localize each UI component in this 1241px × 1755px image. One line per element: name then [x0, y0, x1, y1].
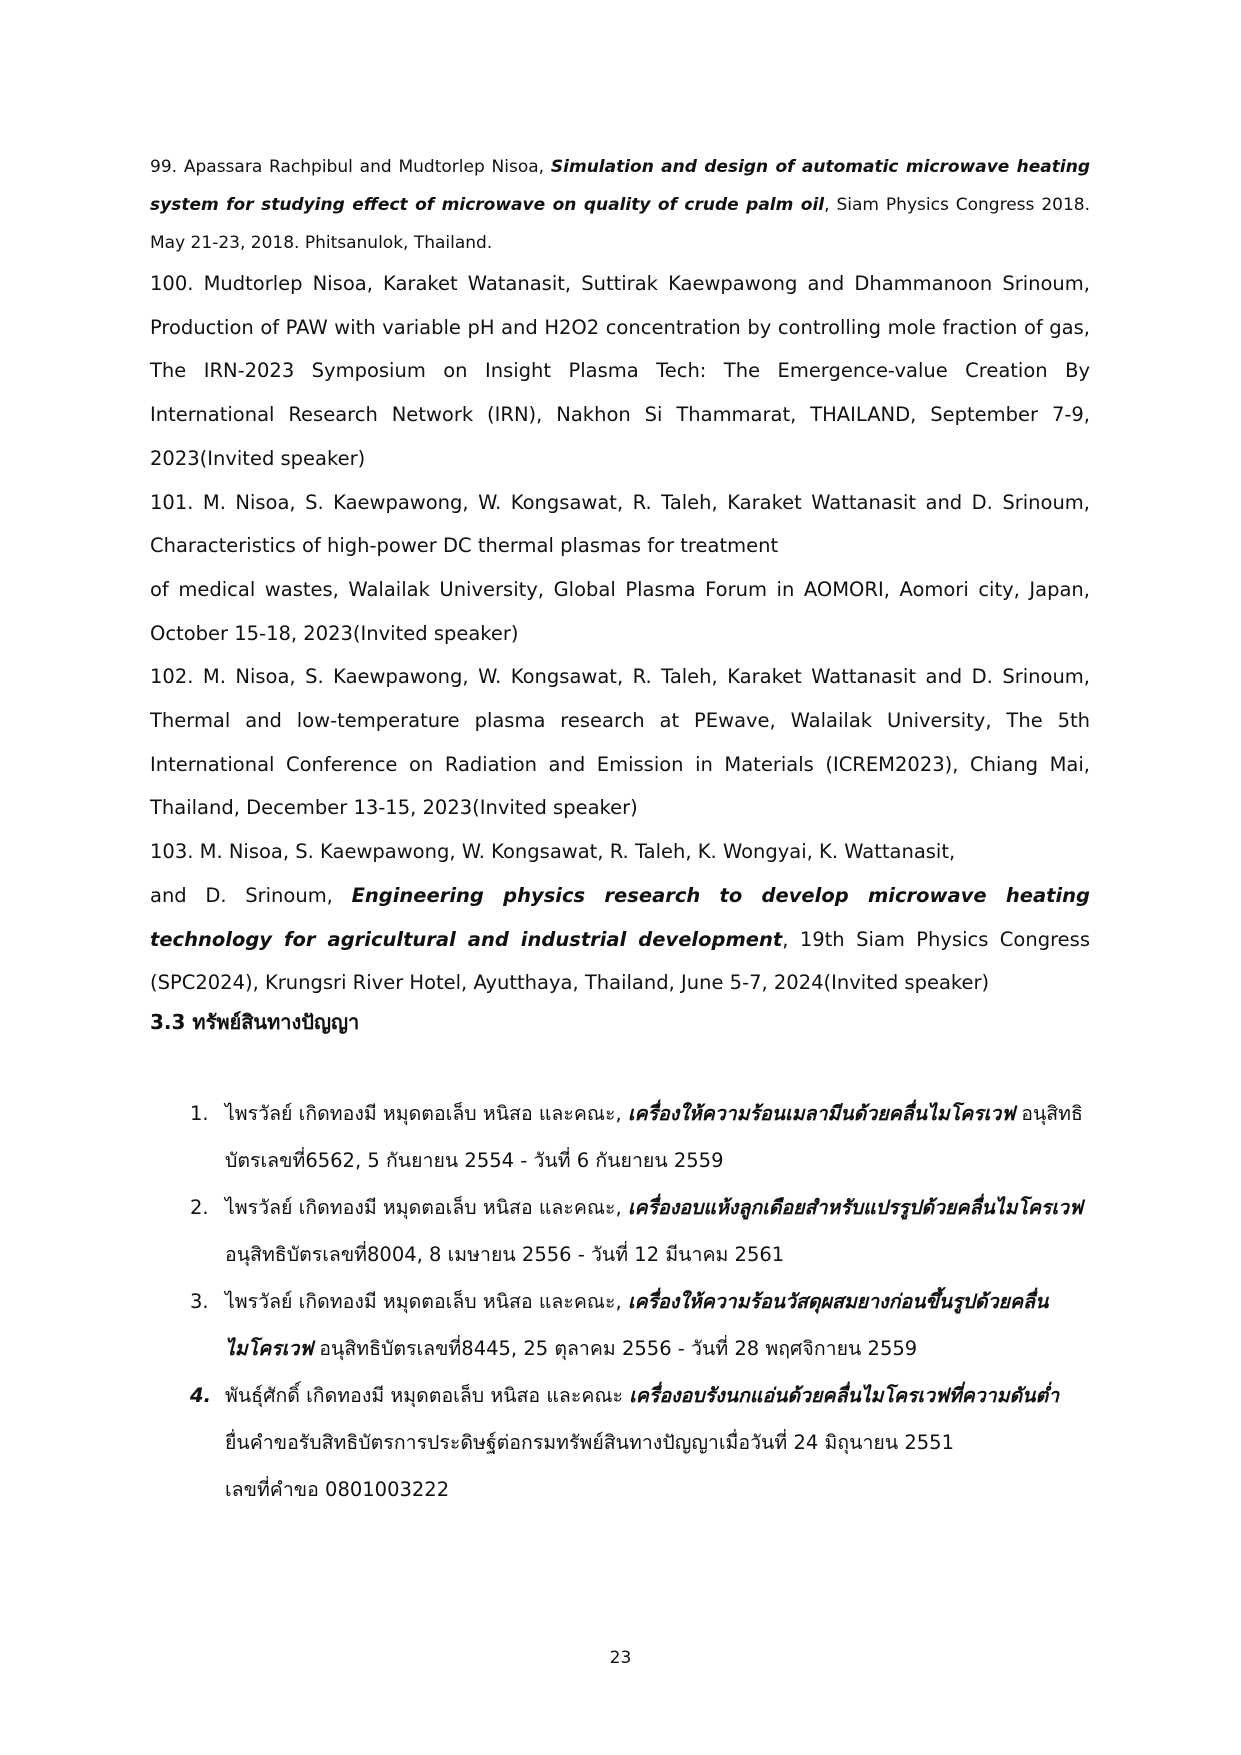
- reference-103-continuation: [150, 874, 1090, 1005]
- patent-application-number: เลขที่คำขอ 0801003222: [225, 1478, 450, 1501]
- patent-authors: พันธุ์ศักดิ์ เกิดทองมี หมุดตอเล็บ หนิสอ และคณะ: [225, 1384, 630, 1407]
- reference-103: [150, 830, 1090, 874]
- patent-item-4: [190, 1372, 1090, 1513]
- patent-list: [190, 1090, 1090, 1513]
- reference-102: [150, 655, 1090, 830]
- patent-number: 3.: [190, 1290, 209, 1313]
- patent-number: 1.: [190, 1102, 209, 1125]
- patent-title: เครื่องให้ความร้อนเมลามีนด้วยคลื่นไมโครเวฟ: [627, 1102, 1016, 1125]
- reference-103-venue: , 19th Siam Physics Congress (SPC2024), Krungsri River Hotel, Ayutthaya, Thailand, June 5-7, 2024(Invited speaker): [150, 927, 1090, 995]
- section-heading: 3.3 ทรัพย์สินทางปัญญา: [150, 1010, 360, 1034]
- conference-references: [150, 148, 1090, 1005]
- reference-101: [150, 481, 1090, 568]
- patent-details: ยื่นคำขอรับสิทธิบัตรการประดิษฐ์ต่อกรมทรัพย์สินทางปัญญาเมื่อวันที่ 24 มิถุนายน 2551: [225, 1431, 954, 1454]
- reference-99-venue: , Siam Physics Congress 2018. May 21-23, 2018. Phitsanulok, Thailand.: [150, 195, 1090, 253]
- reference-99: [150, 148, 1090, 262]
- patent-details: อนุสิทธิบัตรเลขที่8004, 8 เมษายน 2556 - วันที่ 12 มีนาคม 2561: [225, 1243, 785, 1266]
- patent-number: 2.: [190, 1196, 209, 1219]
- patent-details: อนุสิทธิบัตรเลขที่6562, 5 กันยายน 2554 - วันที่ 6 กันยายน 2559: [225, 1102, 1083, 1172]
- reference-99-title: Simulation and design of automatic microwave heating system for studying effect of microwave on quality of crude palm oil: [150, 157, 1090, 215]
- reference-101-continuation: [150, 568, 1090, 655]
- patent-title: เครื่องอบแห้งลูกเดือยสำหรับแปรรูปด้วยคลื่นไมโครเวฟ: [627, 1196, 1083, 1219]
- reference-102-text: 102. M. Nisoa, S. Kaewpawong, W. Kongsawat, R. Taleh, Karaket Wattanasit and D. Srinoum, Thermal and low-temperature plasma research at PEwave, Walailak University, The 5th International Conference on Radiation and Emission in Materials (ICREM2023), Chiang Mai, Thailand, December 13-15, 2023(Invited speaker): [150, 665, 1090, 820]
- reference-101-venue: of medical wastes, Walailak University, Global Plasma Forum in AOMORI, Aomori city, Japan, October 15-18, 2023(Invited speaker): [150, 577, 1090, 645]
- patent-number: 4.: [190, 1384, 211, 1407]
- reference-103-title: Engineering physics research to develop microwave heating technology for agricultural and industrial development: [150, 883, 1090, 951]
- reference-101-text: 101. M. Nisoa, S. Kaewpawong, W. Kongsawat, R. Taleh, Karaket Wattanasit and D. Srinoum, Characteristics of high-power DC thermal plasmas for treatment: [150, 490, 1090, 558]
- patent-title: เครื่องให้ความร้อนวัสดุผสมยางก่อนขึ้นรูปด้วยคลื่นไมโครเวฟ: [225, 1290, 1049, 1360]
- reference-103-authors-end: and D. Srinoum,: [150, 883, 352, 907]
- reference-99-authors: 99. Apassara Rachpibul and Mudtorlep Nisoa,: [150, 157, 551, 177]
- patent-authors: ไพรวัลย์ เกิดทองมี หมุดตอเล็บ หนิสอ และคณะ,: [225, 1290, 628, 1313]
- patent-title: เครื่องอบรังนกแอ่นด้วยคลื่นไมโครเวฟที่ความดันต่ำ: [629, 1384, 1060, 1407]
- reference-100: [150, 262, 1090, 481]
- reference-100-text: 100. Mudtorlep Nisoa, Karaket Watanasit, Suttirak Kaewpawong and Dhammanoon Srinoum, Production of PAW with variable pH and H2O2 concentration by controlling mole fraction of gas, The IRN-2023 Symposium on Insight Plasma Tech: The Emergence-value Creation By International Research Network (IRN), Nakhon Si Thammarat, THAILAND, September 7-9, 2023(Invited speaker): [150, 272, 1090, 470]
- patent-authors: ไพรวัลย์ เกิดทองมี หมุดตอเล็บ หนิสอ และคณะ,: [225, 1102, 628, 1125]
- patent-authors: ไพรวัลย์ เกิดทองมี หมุดตอเล็บ หนิสอ และคณะ,: [225, 1196, 628, 1219]
- patent-item-2: [190, 1184, 1090, 1278]
- patent-item-3: [190, 1278, 1090, 1372]
- reference-103-authors: 103. M. Nisoa, S. Kaewpawong, W. Kongsawat, R. Taleh, K. Wongyai, K. Wattanasit,: [150, 840, 956, 864]
- patent-details: อนุสิทธิบัตรเลขที่8445, 25 ตุลาคม 2556 - วันที่ 28 พฤศจิกายน 2559: [313, 1337, 918, 1360]
- patent-item-1: [190, 1090, 1090, 1184]
- page-number: 23: [609, 1648, 632, 1668]
